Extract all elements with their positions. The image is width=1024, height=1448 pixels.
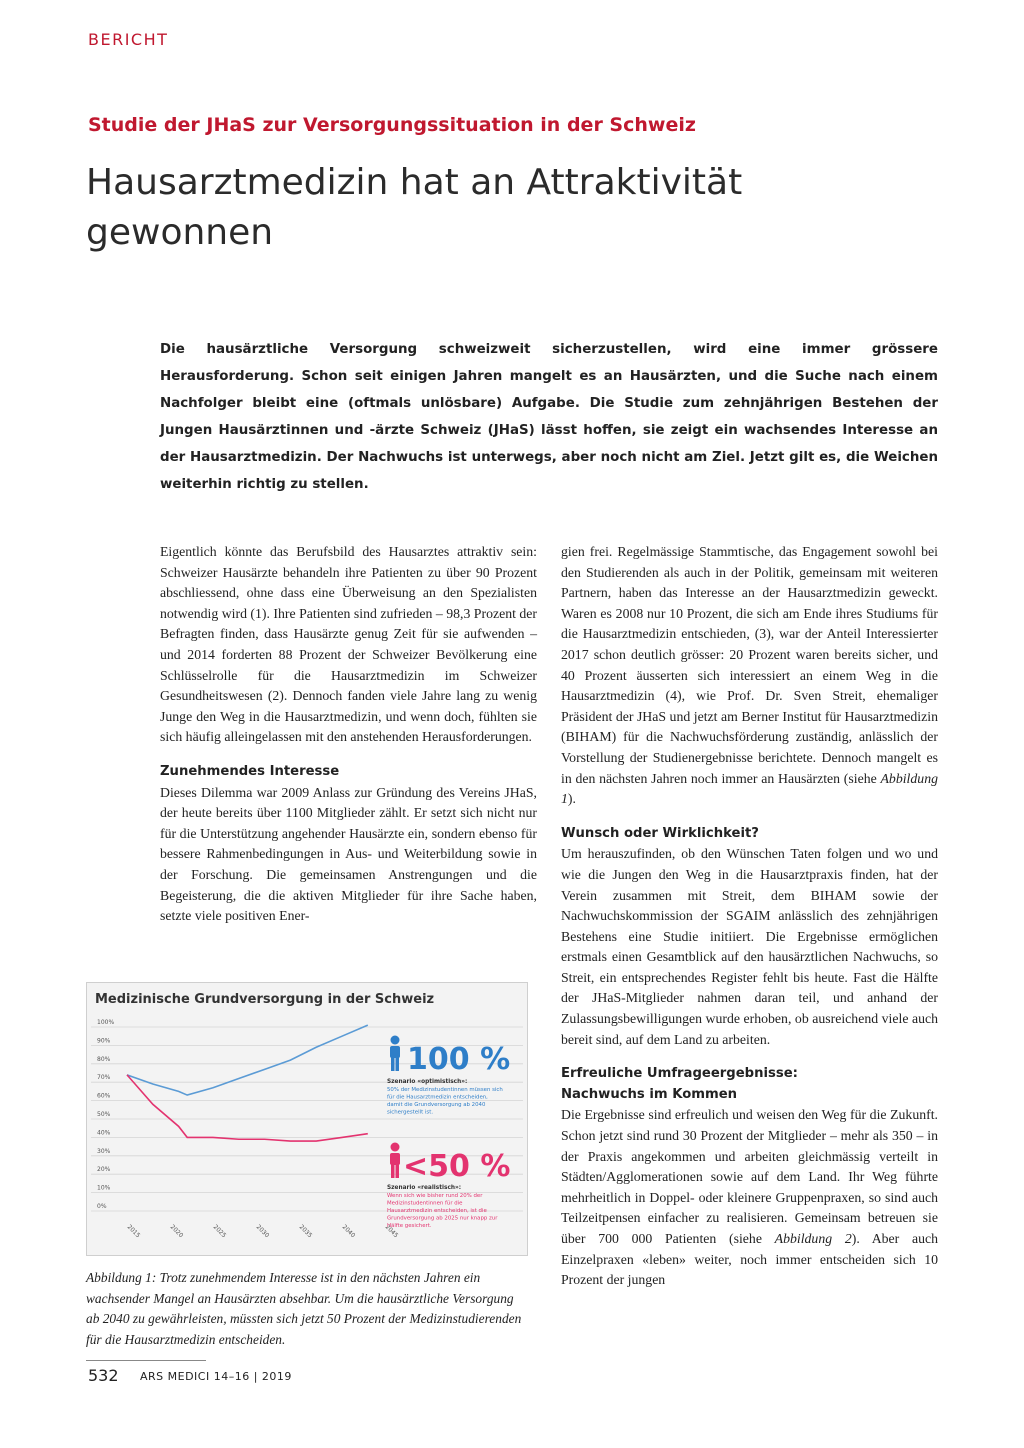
realistic-value: <50 %: [403, 1149, 511, 1184]
y-tick-label: 40%: [97, 1129, 111, 1137]
body-paragraph-1: Eigentlich könnte das Berufsbild des Hausarztes attraktiv sein: Schweizer Hausärzte behandeln ihre Patienten zu über 90 Prozent abschliessend, ohne dass eine Überweisung an den Spezialisten notwendig wird (1). Ihre Patienten sind zufrieden – 98,3 Prozent der Befragten finden, dass Hausärzte genug Zeit für sie aufwenden – und 2014 forderten 88 Prozent der Schweizer Bevölkerung eine Schlüsselrolle für die Hausarztmedizin im Schweizer Gesundheitswesen (2). Dennoch fanden viele Jahre lang zu wenig Junge den Weg in die Hausarztmedizin, und wenn doch, fühlten sie sich häufig alleingelassen mit den anstehenden Herausforderungen.: [160, 544, 538, 745]
page-number: 532: [88, 1366, 119, 1385]
x-tick-label: 2040: [340, 1223, 357, 1240]
body-paragraph-2: [160, 783, 537, 927]
chart-title: Medizinische Grundversorgung in der Schweiz: [95, 992, 435, 1007]
annotation-line: 50% der Medizinstudentinnen müssen sich: [387, 1087, 503, 1093]
annotation-line: Hausarztmedizin entscheiden, ist die: [387, 1208, 487, 1214]
x-tick-label: 2030: [254, 1223, 271, 1240]
annotation-line: sichergestellt ist.: [387, 1109, 434, 1116]
person-icon-optimistic: [390, 1036, 400, 1072]
section-label: BERICHT: [88, 30, 169, 49]
optimistic-label: Szenario «optimistisch»:: [387, 1079, 468, 1085]
body-paragraph-2-continued: [561, 542, 938, 810]
body-column-left: [160, 542, 537, 927]
y-tick-label: 50%: [97, 1111, 111, 1118]
body-paragraph-2-continued-text: gien frei. Regelmässige Stammtische, das Engagement sowohl bei den Studierenden als auch in der Politik, gemeinsam mit weiteren Partnern, haben das Interesse an der Hausarztmedizin geweckt. Waren es 2008 nur 10 Prozent, die sich am Ende ihres Studiums für die Hausarztmedizin entschieden, (3), war der Anteil Interessierter 2017 schon deutlich grösser: 20 Prozent waren bereits sicher, und 40 Prozent äusserten sich interessiert an einem Weg in die Hausarztmedizin (4), wie Prof. Dr. Sven Streit, ehemaliger Präsident der JHaS und jetzt am Berner Institut für Hausarztmedizin (BIHAM) für die Nachwuchsförderung zuständig, anlässlich der Vorstellung der Studienergebnisse berichtete. Dennoch mangelt es in den nächsten Jahren noch immer an Hausärzten (siehe: [561, 544, 938, 786]
chart-y-ticks: [97, 1019, 114, 1210]
article-kicker: Studie der JHaS zur Versorgungssituation in der Schweiz: [88, 114, 696, 136]
body-paragraph-4: [561, 1105, 938, 1290]
x-tick-label: 2020: [168, 1223, 185, 1240]
figure-chart: [86, 982, 528, 1256]
chart-series: [127, 1025, 368, 1141]
footer-divider: [86, 1360, 206, 1361]
y-tick-label: 10%: [97, 1184, 111, 1192]
y-tick-label: 60%: [97, 1092, 111, 1100]
body-paragraph-2-end: ).: [567, 791, 576, 807]
y-tick-label: 70%: [97, 1074, 111, 1082]
y-tick-label: 100%: [97, 1019, 115, 1026]
x-tick-label: 2045: [383, 1223, 400, 1240]
optimistic-text: [387, 1087, 503, 1116]
body-paragraph-3: Um herauszufinden, ob den Wünschen Taten folgen und wo und wie die Jungen den Weg in die Hausarztpraxis finden, hat der Verein zusammen mit Streit, dem BIHAM sowie der Nachwuchskommission der SGAIM anlässlich des zehnjährigen Bestehens eine Studie initiiert. Die Ergebnisse ermöglichen erstmals einen Gesamtblick auf den hausärztlichen Nachwuchs, so Streit, ein entsprechendes Register fehlt bis heute. Fast die Hälfte der JHaS-Mitglieder nahmen daran teil, und anhand der Zulassungsbewilligungen wurde erhoben, ob ausreichend viele auch bereit sind, auf dem Land zu arbeiten.: [561, 846, 938, 1047]
annotation-line: für die Hausarztmedizin entscheiden,: [387, 1094, 488, 1101]
chart-svg: [87, 983, 527, 1255]
subheading-nachwuchs: Nachwuchs im Kommen: [561, 1086, 738, 1102]
annotation-line: damit die Grundversorgung ab 2040: [387, 1102, 486, 1108]
journal-name: ARS MEDICI 14–16 | 2019: [140, 1370, 292, 1383]
realistic-label: Szenario «realistisch»:: [387, 1185, 462, 1191]
series-line-realistic: [127, 1075, 368, 1141]
x-tick-label: 2015: [125, 1223, 142, 1240]
y-tick-label: 90%: [97, 1037, 111, 1045]
y-tick-label: 0%: [97, 1203, 107, 1210]
subheading-umfrageergebnisse: Erfreuliche Umfrageergebnisse:: [561, 1066, 798, 1082]
annotation-line: Grundversorgung ab 2025 nur knapp zur: [387, 1215, 498, 1222]
person-icon-realistic: [390, 1143, 400, 1179]
optimistic-value: 100 %: [407, 1042, 511, 1077]
figure-caption: Abbildung 1: Trotz zunehmendem Interesse ist in den nächsten Jahren ein wachsender Mangel an Hausärzten absehbar. Um die hausärztliche Versorgung ab 2040 zu gewährleisten, müssten sich jetzt 50 Prozent der Medizinstudierenden für die Hausarztmedizin entscheiden.: [86, 1270, 522, 1347]
y-tick-label: 20%: [97, 1166, 111, 1174]
annotation-line: Hälfte gesichert.: [387, 1223, 432, 1229]
y-tick-label: 80%: [97, 1055, 111, 1063]
body-column-right: [561, 542, 938, 1291]
annotation-realistic: [387, 1143, 510, 1230]
x-tick-label: 2035: [297, 1223, 314, 1240]
article-lead: Die hausärztliche Versorgung schweizweit sicherzustellen, wird eine immer grössere Herausforderung. Schon seit einigen Jahren mangelt es an Hausärzten, und die Suche nach einem Nachfolger bleibt eine (oftmals unlösbare) Aufgabe. Die Studie zum zehnjährigen Bestehen der Jungen Hausärztinnen und -ärzte Schweiz (JHaS) lässt hoffen, sie zeigt ein wachsendes Interesse an der Hausarztmedizin. Der Nachwuchs ist unterwegs, aber noch nicht am Ziel. Jetzt gilt es, die Weichen weiterhin richtig zu stellen.: [160, 342, 938, 492]
chart-x-ticks: [126, 1223, 400, 1239]
y-tick-label: 30%: [97, 1147, 111, 1155]
figure-reference-2: Abbildung 2: [774, 1231, 852, 1246]
x-tick-label: 2025: [211, 1223, 228, 1240]
annotation-line: Medizinstudentinnen für die: [387, 1200, 463, 1207]
body-paragraph-4-text: Die Ergebnisse sind erfreulich und weisen den Weg für die Zukunft. Schon jetzt sind rund 30 Prozent der Mitglieder – mehr als 350 – in der Praxis angekommen und arbeiten gleichmässig verteilt in Städten/Agglomerationen sowie auf dem Land. Ihr Weg führte mehrheitlich in Doppel- oder kleinere Gruppenpraxen, so sind auch Teilzeitpensen einfacher zu realisieren. Gemeinsam betreuen sie über 700 000 Patienten (siehe: [561, 1107, 938, 1246]
realistic-text: [387, 1193, 498, 1229]
subheading-wunsch-oder-wirklichkeit: Wunsch oder Wirklichkeit?: [561, 825, 759, 841]
subheading-zunehmendes-interesse: Zunehmendes Interesse: [160, 763, 340, 779]
body-paragraph-4-end: ). Aber auch Einzelpraxen «leben» weiter, noch immer entscheiden sich 10 Prozent der jungen: [561, 1231, 939, 1288]
annotation-optimistic: [387, 1036, 510, 1116]
annotation-line: Wenn sich wie bisher rund 20% der: [387, 1193, 483, 1199]
figure-reference-1: Abbildung 1: [561, 770, 938, 807]
series-line-optimistic: [127, 1025, 368, 1095]
body-paragraph-2-text: Dieses Dilemma war 2009 Anlass zur Gründung des Vereins JHaS, der heute bereits über 1100 Mitglieder zählt. Er setzt sich nicht nur für die Unterstützung angehender Hausärzte ein, sondern ebenso für bessere Rahmenbedingungen in Aus- und Weiterbildung sowie in der Forschung. Die gemeinsamen Anstrengungen und die Begeisterung, die die aktiven Mitglieder für ihre Sache haben, setzte viele positiven Ener-: [160, 784, 537, 924]
article-title: Hausarztmedizin hat an Attraktivität gewonnen: [86, 162, 743, 253]
